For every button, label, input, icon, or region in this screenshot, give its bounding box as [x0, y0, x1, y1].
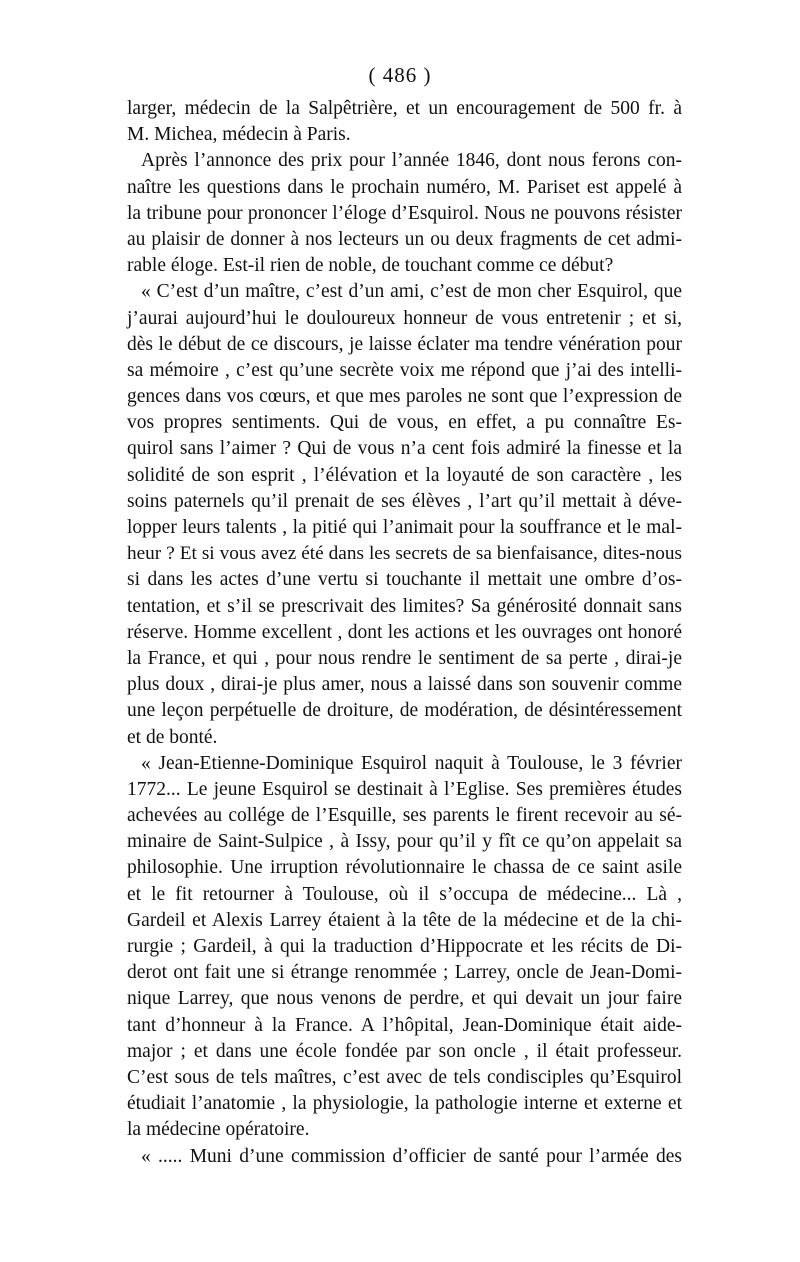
text-line: et le fit retourner à Toulouse, où il s’occupa de médecine... Là ,: [127, 883, 682, 905]
text-line: tentation, et s’il se prescrivait des limites? Sa générosité donnait sans: [127, 595, 682, 617]
text-line: étudiait l’anatomie , la physiologie, la pathologie interne et externe et: [127, 1093, 682, 1115]
text-line: « Jean-Etienne-Dominique Esquirol naquit à Toulouse, le 3 février: [141, 752, 682, 774]
text-line: la médecine opératoire.: [127, 1119, 310, 1141]
text-line: gences dans vos cœurs, et que mes paroles ne sont que l’expression de: [127, 386, 682, 408]
text-line: Après l’annonce des prix pour l’année 1846, dont nous ferons con-: [141, 150, 682, 172]
text-line: la tribune pour prononcer l’éloge d’Esquirol. Nous ne pouvons résister: [127, 202, 682, 224]
text-line: soins paternels qu’il prenait de ses élèves , l’art qu’il mettait à déve-: [127, 490, 682, 512]
text-line: si dans les actes d’une vertu si touchante il mettait une ombre d’os-: [127, 569, 682, 591]
text-line: naître les questions dans le prochain numéro, M. Pariset est appelé à: [127, 176, 682, 198]
text-line: minaire de Saint-Sulpice , à Issy, pour qu’il y fît ce qu’on appelait sa: [127, 831, 682, 853]
text-line: solidité de son esprit , l’élévation et la loyauté de son caractère , les: [127, 464, 682, 486]
text-line: rurgie ; Gardeil, à qui la traduction d’Hippocrate et les récits de Di-: [127, 936, 682, 957]
text-line: M. Michea, médecin à Paris.: [127, 124, 351, 146]
text-line: et de bonté.: [127, 726, 218, 748]
text-line: j’aurai aujourd’hui le douloureux honneur de vous entretenir ; et si,: [127, 307, 682, 329]
text-line: major ; et dans une école fondée par son oncle , il était professeur.: [127, 1040, 682, 1062]
text-line: sa mémoire , c’est qu’une secrète voix me répond que j’ai des intelli-: [127, 359, 682, 381]
text-line: « C’est d’un maître, c’est d’un ami, c’est de mon cher Esquirol, que: [141, 281, 682, 303]
body-text: [127, 96, 682, 1170]
text-line: réserve. Homme excellent , dont les actions et les ouvrages ont honoré: [127, 621, 682, 643]
text-line: larger, médecin de la Salpêtrière, et un encouragement de 500 fr. à: [127, 98, 682, 119]
text-line: achevées au collége de l’Esquille, ses parents le firent recevoir au sé-: [127, 805, 682, 827]
text-line: vos propres sentiments. Qui de vous, en effet, a pu connaître Es-: [127, 412, 682, 434]
page-number: ( 486 ): [368, 63, 432, 87]
text-line: rable éloge. Est-il rien de noble, de touchant comme ce début?: [127, 255, 614, 277]
text-line: dès le début de ce discours, je laisse éclater ma tendre vénération pour: [127, 333, 682, 355]
text-line: lopper leurs talents , la pitié qui l’animait pour la souffrance et le mal-: [127, 517, 682, 538]
text-line: philosophie. Une irruption révolutionnaire le chassa de ce saint asile: [127, 857, 682, 879]
text-line: la France, et qui , pour nous rendre le sentiment de sa perte , dirai-je: [127, 647, 682, 669]
text-line: 1772... Le jeune Esquirol se destinait à l’Eglise. Ses premières études: [127, 778, 682, 800]
text-line: « ..... Muni d’une commission d’officier de santé pour l’armée des: [141, 1145, 682, 1167]
text-line: quirol sans l’aimer ? Qui de vous n’a cent fois admiré la finesse et la: [127, 438, 682, 460]
text-line: derot ont fait une si étrange renommée ; Larrey, oncle de Jean-Domi-: [127, 962, 682, 984]
text-line: une leçon perpétuelle de droiture, de modération, de désintéressement: [127, 700, 682, 722]
text-line: au plaisir de donner à nos lecteurs un ou deux fragments de cet admi-: [127, 228, 682, 250]
text-line: heur ? Et si vous avez été dans les secrets de sa bienfaisance, dites-nous: [127, 543, 682, 565]
text-line: plus doux , dirai-je plus amer, nous a laissé dans son souvenir comme: [127, 674, 682, 696]
text-line: tant d’honneur à la France. A l’hôpital, Jean-Dominique était aide-: [127, 1014, 682, 1036]
text-line: nique Larrey, que nous venons de perdre, et qui devait un jour faire: [127, 988, 682, 1010]
text-line: Gardeil et Alexis Larrey étaient à la tête de la médecine et de la chi-: [127, 909, 682, 931]
text-line: C’est sous de tels maîtres, c’est avec de tels condisciples qu’Esquirol: [127, 1066, 682, 1088]
